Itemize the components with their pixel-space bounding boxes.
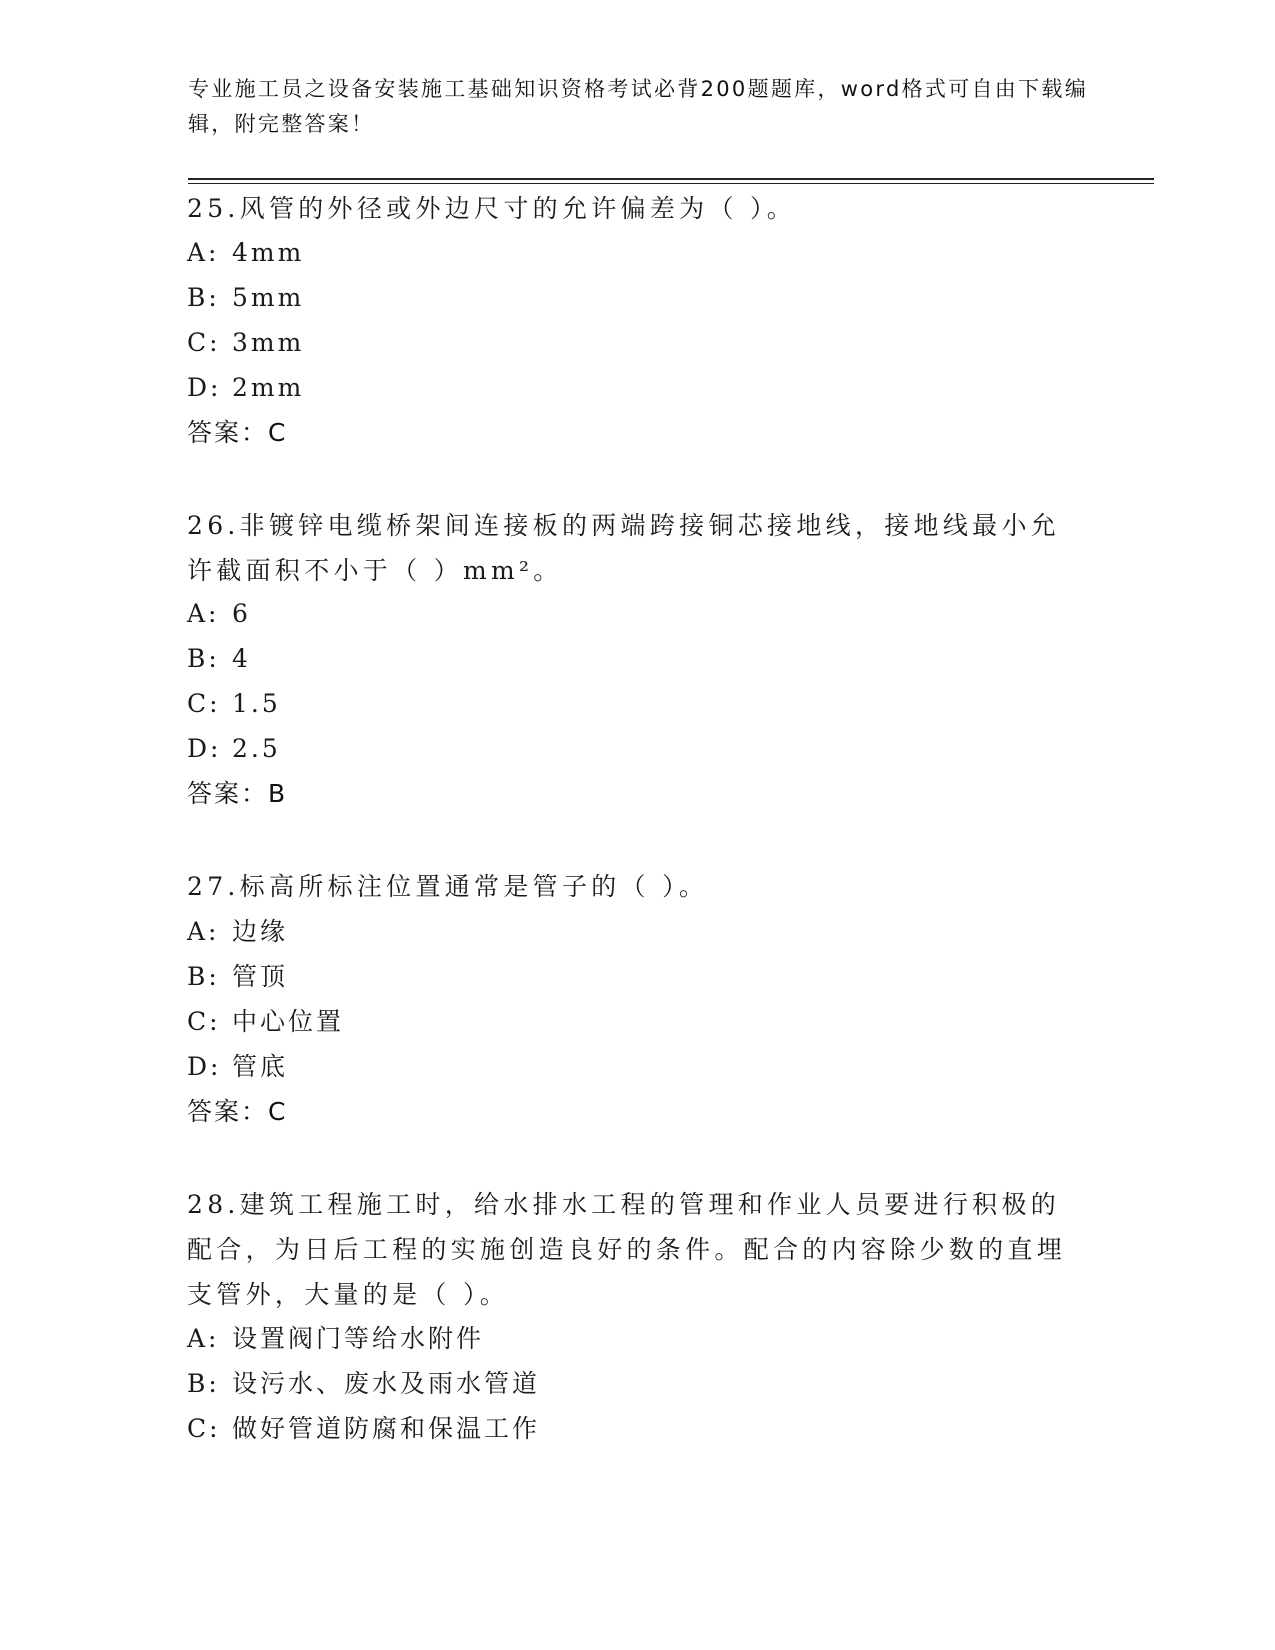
- question-27-stem: 27.标高所标注位置通常是管子的（ ）。: [187, 872, 709, 901]
- question-28-stem: 28.建筑工程施工时，给水排水工程的管理和作业人员要进行积极的配合，为日后工程的实施创造良好的条件。配合的内容除少数的直埋支管外，大量的是（ ）。: [187, 1190, 1067, 1309]
- question-26-option-a: [187, 591, 251, 636]
- question-25-option-b: [187, 275, 304, 320]
- option-text: 5mm: [232, 283, 305, 312]
- option-text: 管底: [232, 1052, 289, 1081]
- document-header: 专业施工员之设备安装施工基础知识资格考试必背200题题库，word格式可自由下载编辑，附完整答案！: [188, 77, 1088, 136]
- option-text: 4mm: [232, 238, 305, 267]
- option-letter: B:: [187, 962, 220, 991]
- question-26-option-c: [187, 681, 281, 726]
- option-text: 2mm: [232, 373, 305, 402]
- question-26-option-b: [187, 636, 251, 681]
- header-divider-thick: [188, 178, 1154, 180]
- option-text: 3mm: [232, 328, 305, 357]
- option-letter: A:: [187, 238, 220, 267]
- option-letter: D:: [187, 1052, 222, 1081]
- question-28-option-b: [187, 1361, 540, 1406]
- header-divider-thin: [188, 183, 1154, 184]
- option-letter: D:: [187, 734, 222, 763]
- option-text: 1.5: [232, 689, 281, 718]
- question-27-option-b: [187, 954, 288, 999]
- question-25-stem: 25.风管的外径或外边尺寸的允许偏差为（ ）。: [187, 194, 797, 223]
- option-text: 做好管道防腐和保温工作: [232, 1414, 541, 1443]
- question-25-option-c: [187, 320, 304, 365]
- question-28-option-c: [187, 1406, 540, 1451]
- question-27-option-d: [187, 1044, 288, 1089]
- question-25-option-a: [187, 230, 304, 275]
- option-letter: C:: [187, 689, 221, 718]
- option-letter: C:: [187, 1414, 221, 1443]
- option-letter: B:: [187, 283, 220, 312]
- option-letter: A:: [187, 1324, 220, 1353]
- option-letter: A:: [187, 917, 220, 946]
- option-text: 管顶: [232, 962, 289, 991]
- option-text: 2.5: [232, 734, 281, 763]
- question-26-stem: 26.非镀锌电缆桥架间连接板的两端跨接铜芯接地线，接地线最小允许截面积不小于（ ）mm²。: [187, 511, 1061, 585]
- option-letter: B:: [187, 644, 220, 673]
- question-28-option-a: [187, 1316, 484, 1361]
- question-27-option-a: [187, 909, 288, 954]
- option-letter: B:: [187, 1369, 220, 1398]
- question-27-answer: 答案：C: [187, 1097, 288, 1126]
- option-letter: D:: [187, 373, 222, 402]
- option-letter: A:: [187, 599, 220, 628]
- question-27-option-c: [187, 999, 344, 1044]
- option-text: 设污水、废水及雨水管道: [232, 1369, 541, 1398]
- option-text: 4: [232, 644, 251, 673]
- option-letter: C:: [187, 1007, 221, 1036]
- option-letter: C:: [187, 328, 221, 357]
- question-25-answer: 答案：C: [187, 418, 288, 447]
- option-text: 6: [232, 599, 251, 628]
- option-text: 中心位置: [232, 1007, 345, 1036]
- question-26-option-d: [187, 726, 281, 771]
- option-text: 设置阀门等给水附件: [232, 1324, 485, 1353]
- question-25-option-d: [187, 365, 304, 410]
- option-text: 边缘: [232, 917, 289, 946]
- question-26-answer: 答案：B: [187, 779, 288, 808]
